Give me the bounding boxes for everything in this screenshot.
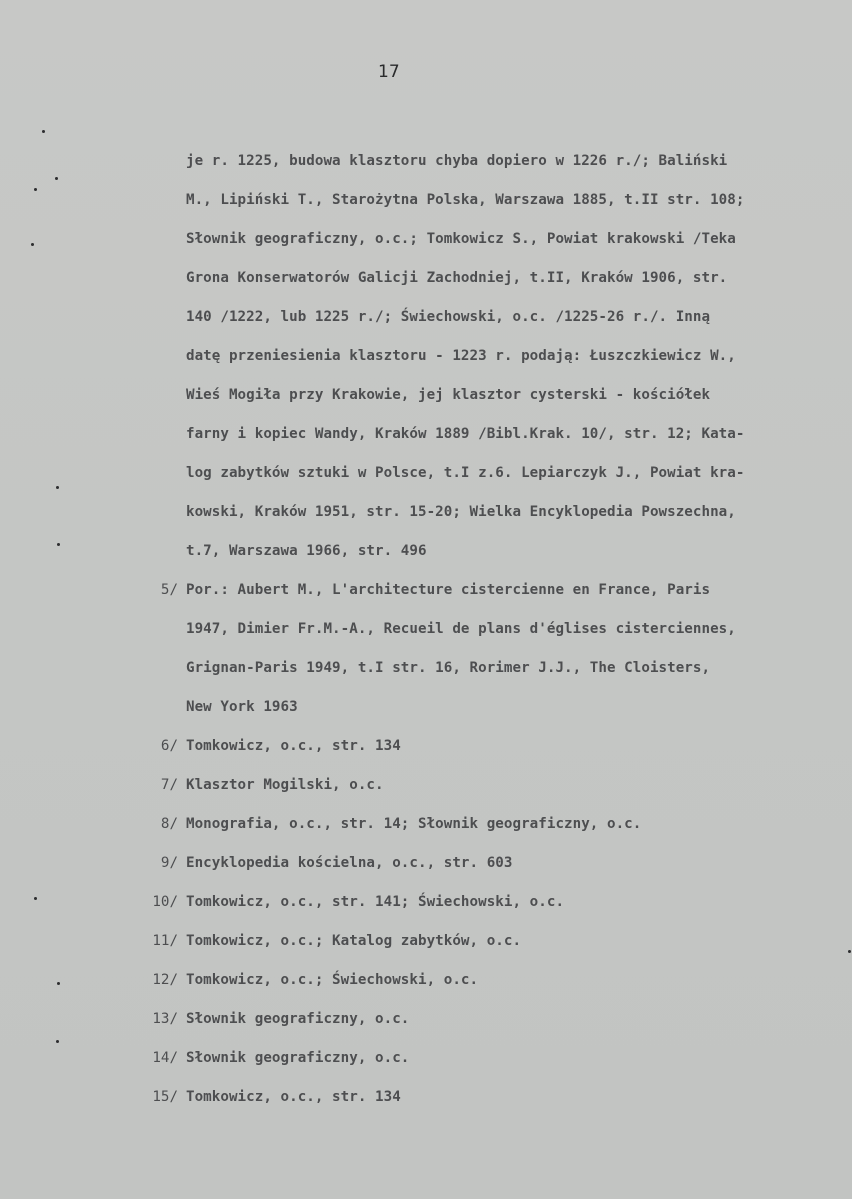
- text-line: 140 /1222, lub 1225 r./; Świechowski, o.c. /1225-26 r./. Inną: [186, 309, 711, 325]
- text-line: log zabytków sztuki w Polsce, t.I z.6. Lepiarczyk J., Powiat kra-: [186, 465, 745, 481]
- scan-speck: [57, 543, 60, 546]
- text-line: je r. 1225, budowa klasztoru chyba dopiero w 1226 r./; Baliński: [186, 153, 728, 169]
- text-line: kowski, Kraków 1951, str. 15-20; Wielka Encyklopedia Powszechna,: [186, 504, 736, 520]
- footnote-text: Słownik geograficzny, o.c.: [186, 1011, 410, 1027]
- footnote-text: 1947, Dimier Fr.M.-A., Recueil de plans d'églises cisterciennes,: [186, 621, 736, 637]
- footnote-text: Klasztor Mogilski, o.c.: [186, 777, 384, 793]
- footnote-number: 7/: [160, 777, 178, 793]
- text-line: t.7, Warszawa 1966, str. 496: [186, 543, 427, 559]
- text-line: Wieś Mogiła przy Krakowie, jej klasztor cysterski - kościółek: [186, 387, 711, 403]
- footnote-text: Tomkowicz, o.c.; Katalog zabytków, o.c.: [186, 933, 522, 949]
- scan-speck: [56, 486, 59, 489]
- footnote-text: Słownik geograficzny, o.c.: [186, 1050, 410, 1066]
- text-line: datę przeniesienia klasztoru - 1223 r. podają: Łuszczkiewicz W.,: [186, 348, 736, 364]
- footnote-number: 9/: [160, 855, 178, 871]
- scan-speck: [848, 950, 851, 953]
- scan-speck: [56, 1040, 59, 1043]
- text-line: Słownik geograficzny, o.c.; Tomkowicz S., Powiat krakowski /Teka: [186, 231, 736, 247]
- footnote-number: 5/: [160, 582, 178, 598]
- footnote-number: 13/: [152, 1011, 178, 1027]
- scan-speck: [57, 982, 60, 985]
- footnote-text: Monografia, o.c., str. 14; Słownik geograficzny, o.c.: [186, 816, 642, 832]
- footnote-number: 14/: [152, 1050, 178, 1066]
- footnote-text: Tomkowicz, o.c., str. 134: [186, 1089, 401, 1105]
- footnote-text: Encyklopedia kościelna, o.c., str. 603: [186, 855, 513, 871]
- page-number: 17: [378, 62, 400, 82]
- footnote-text: New York 1963: [186, 699, 298, 715]
- footnote-number: 12/: [152, 972, 178, 988]
- footnote-number: 6/: [160, 738, 178, 754]
- text-line: farny i kopiec Wandy, Kraków 1889 /Bibl.Krak. 10/, str. 12; Kata-: [186, 426, 745, 442]
- footnote-number: 10/: [152, 894, 178, 910]
- footnote-number: 11/: [152, 933, 178, 949]
- text-line: M., Lipiński T., Starożytna Polska, Warszawa 1885, t.II str. 108;: [186, 192, 745, 208]
- footnote-text: Por.: Aubert M., L'architecture cistercienne en France, Paris: [186, 582, 711, 598]
- scan-speck: [42, 130, 45, 133]
- scan-speck: [34, 897, 37, 900]
- footnote-text: Tomkowicz, o.c., str. 141; Świechowski, o.c.: [186, 894, 565, 910]
- scan-speck: [55, 177, 58, 180]
- footnote-text: Grignan-Paris 1949, t.I str. 16, Rorimer J.J., The Cloisters,: [186, 660, 711, 676]
- text-line: Grona Konserwatorów Galicji Zachodniej, t.II, Kraków 1906, str.: [186, 270, 728, 286]
- footnote-text: Tomkowicz, o.c., str. 134: [186, 738, 401, 754]
- footnote-number: 15/: [152, 1089, 178, 1105]
- scan-speck: [34, 188, 37, 191]
- footnote-number: 8/: [160, 816, 178, 832]
- footnote-text: Tomkowicz, o.c.; Świechowski, o.c.: [186, 972, 479, 988]
- scan-speck: [31, 243, 34, 246]
